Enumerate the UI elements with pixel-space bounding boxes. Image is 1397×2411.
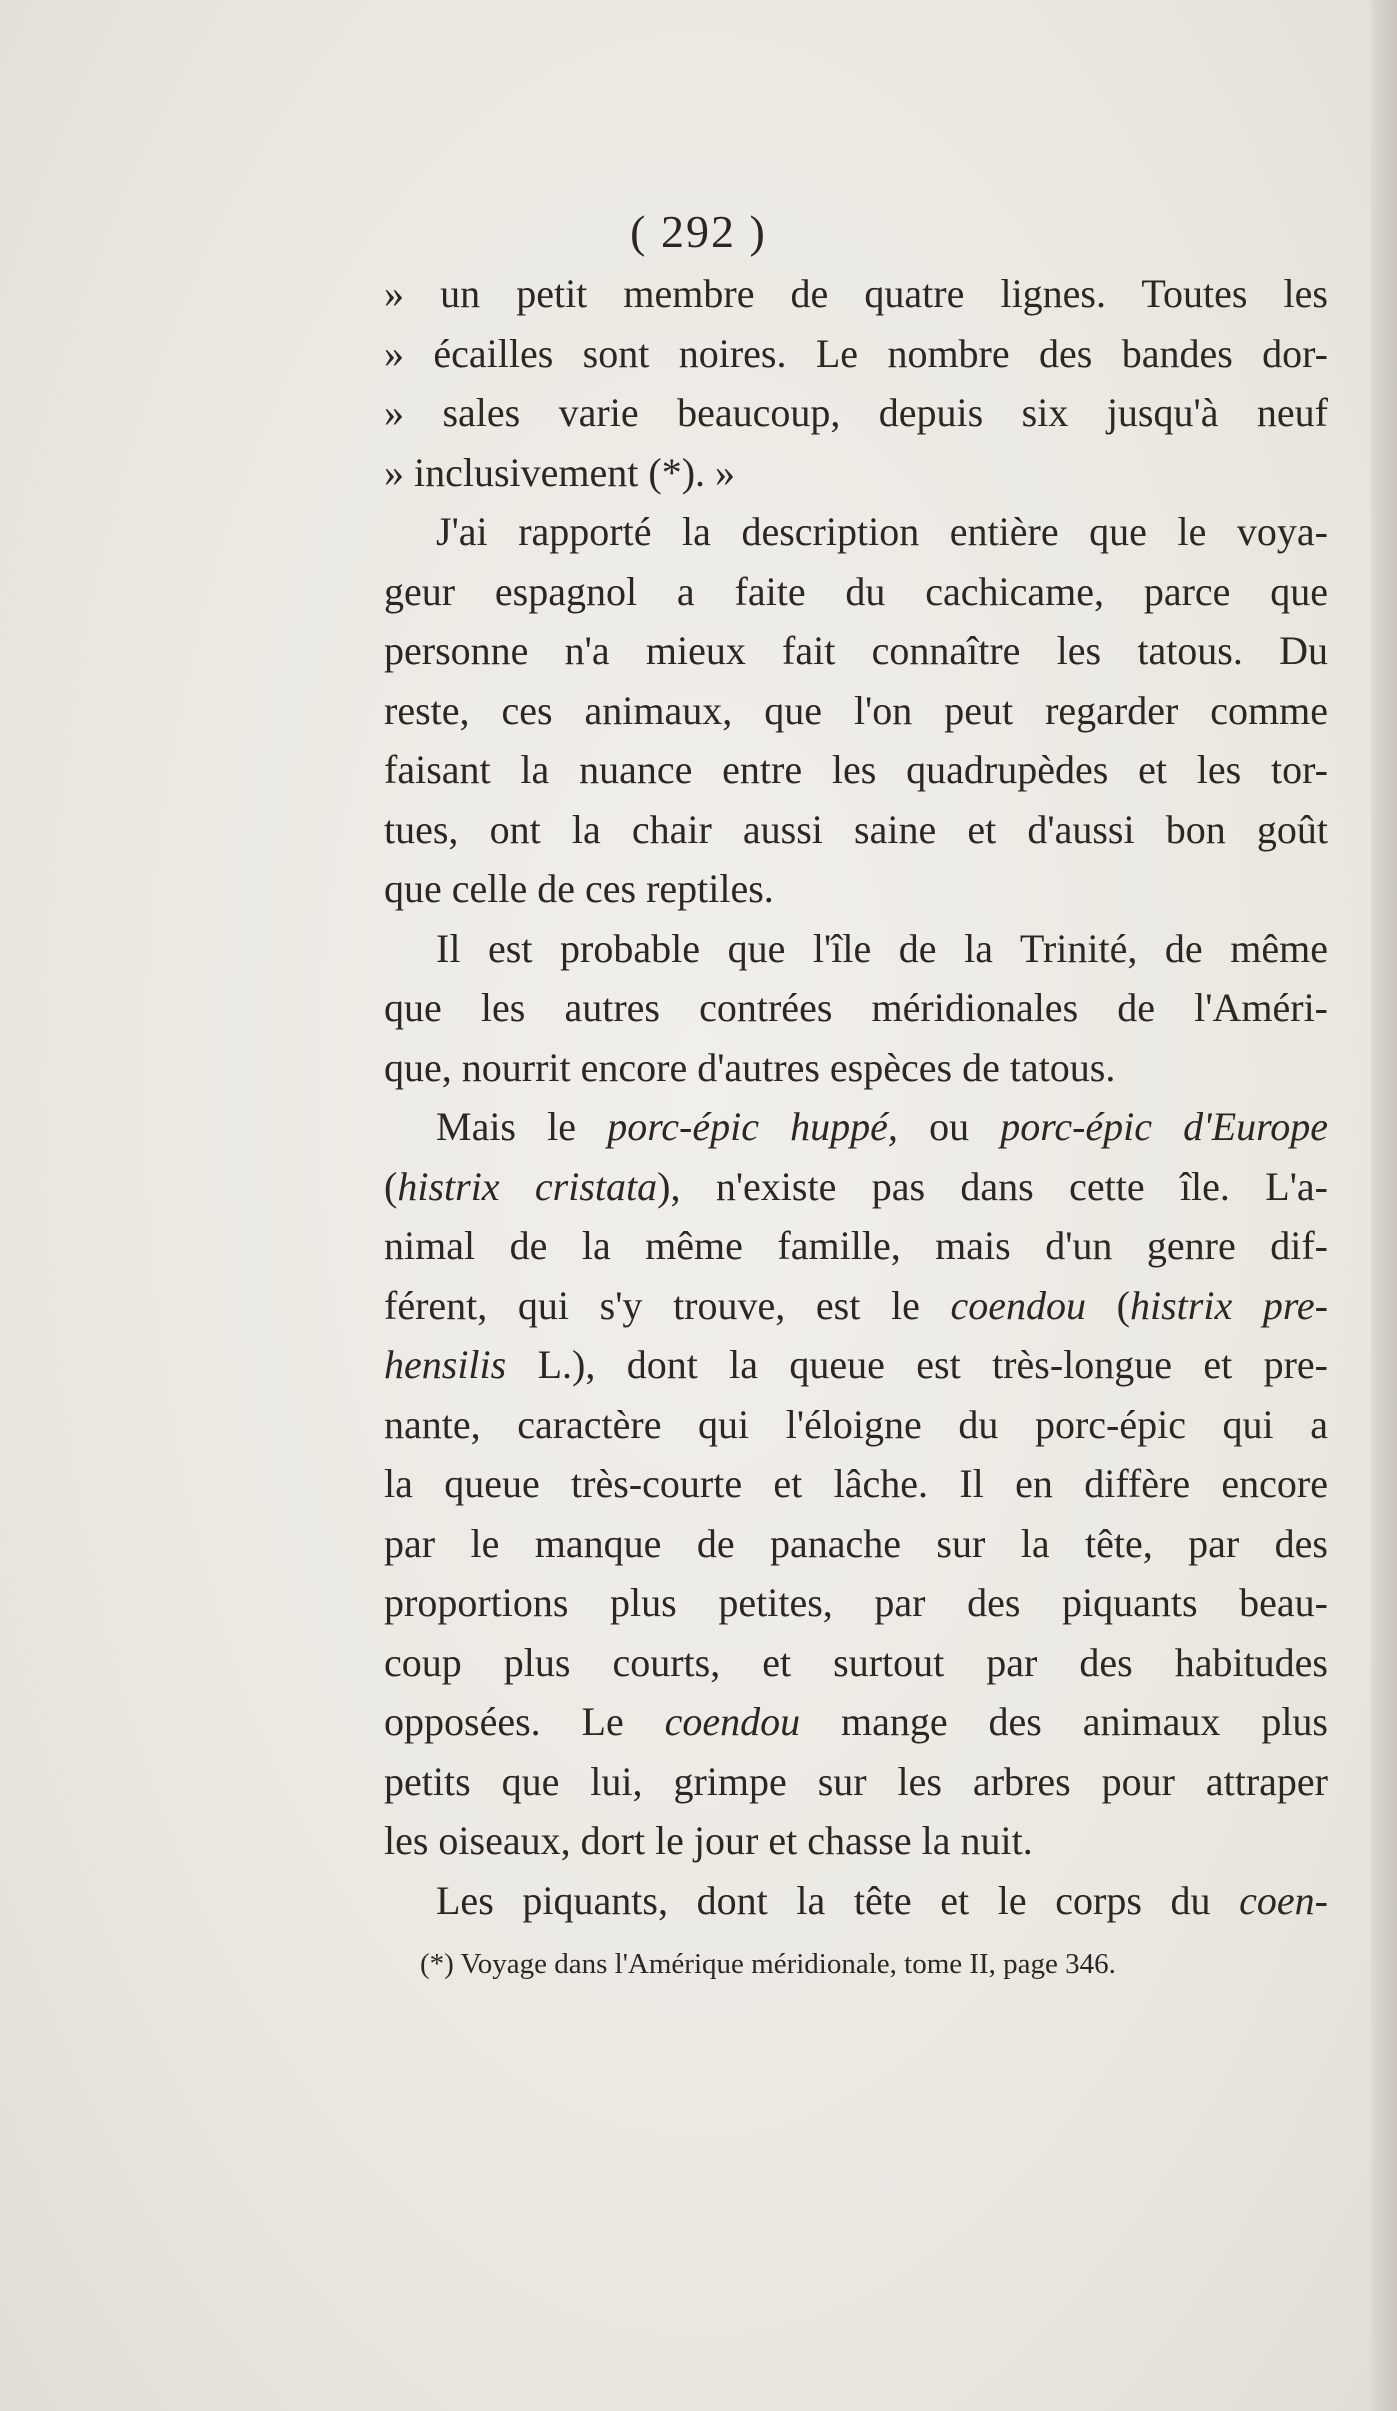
text-line: proportions plus petites, par des piquants beau- [384,1580,1328,1625]
text-run: ou [897,1104,1001,1149]
text-line: petits que lui, grimpe sur les arbres pour attraper [384,1758,1328,1804]
page-edge [1371,0,1397,2411]
text-line: que les autres contrées méridionales de l'Améri- [384,985,1328,1030]
text-run: férent, qui s'y trouve, est le [384,1282,951,1328]
italic-term: coendou [664,1699,801,1744]
text-line [384,1335,1328,1395]
text-run: ( [384,1163,398,1209]
text-line [384,1157,1328,1217]
text-line: J'ai rapporté la description entière que le voya- [436,509,1328,554]
text-line: » écailles sont noires. Le nombre des bandes dor- [384,330,1328,376]
text-line [384,1692,1328,1752]
text-line: coup plus courts, et surtout par des habitudes [384,1639,1328,1685]
italic-term: histrix cristata [397,1163,658,1209]
italic-term: porc-épic huppé, [607,1104,898,1149]
text-line: tues, ont la chair aussi saine et d'aussi bon goût [384,806,1328,852]
text-run: opposées. Le [384,1699,665,1744]
text-line: les oiseaux, dort le jour et chasse la nuit. [384,1818,1033,1863]
text-run: mange des animaux plus [800,1699,1328,1744]
text-run: ), n'existe pas dans cette île. L'a- [657,1163,1328,1209]
text-line: par le manque de panache sur la tête, par des [384,1520,1328,1566]
text-line: » sales varie beaucoup, depuis six jusqu'à neuf [384,390,1328,435]
footnote: (*) Voyage dans l'Amérique méridionale, tome II, page 346. [420,1948,1116,1980]
text-run: Les piquants, dont la tête et le corps du [436,1877,1240,1923]
text-line: geur espagnol a faite du cachicame, parce que [384,568,1328,614]
italic-term: porc-épic d'Europe [1000,1104,1328,1149]
text-run: ( [1086,1282,1130,1328]
text-line: » inclusivement (*). » [384,449,736,495]
text-line: Il est probable que l'île de la Trinité, de même [436,925,1328,971]
italic-term: coen- [1239,1877,1328,1923]
text-line: » un petit membre de quatre lignes. Toutes les [384,271,1328,316]
text-run: Mais le [436,1104,608,1149]
text-line: nimal de la même famille, mais d'un genre dif- [384,1223,1328,1268]
italic-term: hensilis [384,1342,507,1387]
text-line [384,1871,1328,1931]
text-line: nante, caractère qui l'éloigne du porc-épic qui a [384,1401,1328,1447]
text-line [384,1097,1328,1157]
italic-term: coendou [950,1282,1086,1328]
text-line: reste, ces animaux, que l'on peut regarder comme [384,687,1328,733]
text-line: que, nourrit encore d'autres espèces de tatous. [384,1044,1116,1090]
italic-term: histrix pre- [1129,1282,1328,1328]
body-text [384,264,1328,1930]
text-run: L.), dont la queue est très-longue et pre- [506,1342,1328,1387]
text-line: personne n'a mieux fait connaître les tatous. Du [384,628,1328,673]
page-number: ( 292 ) [630,206,767,257]
text-line: faisant la nuance entre les quadrupèdes et les tor- [384,747,1328,792]
text-line: la queue très-courte et lâche. Il en diffère encore [384,1461,1328,1506]
text-line [384,1276,1328,1336]
text-line: que celle de ces reptiles. [384,866,774,911]
